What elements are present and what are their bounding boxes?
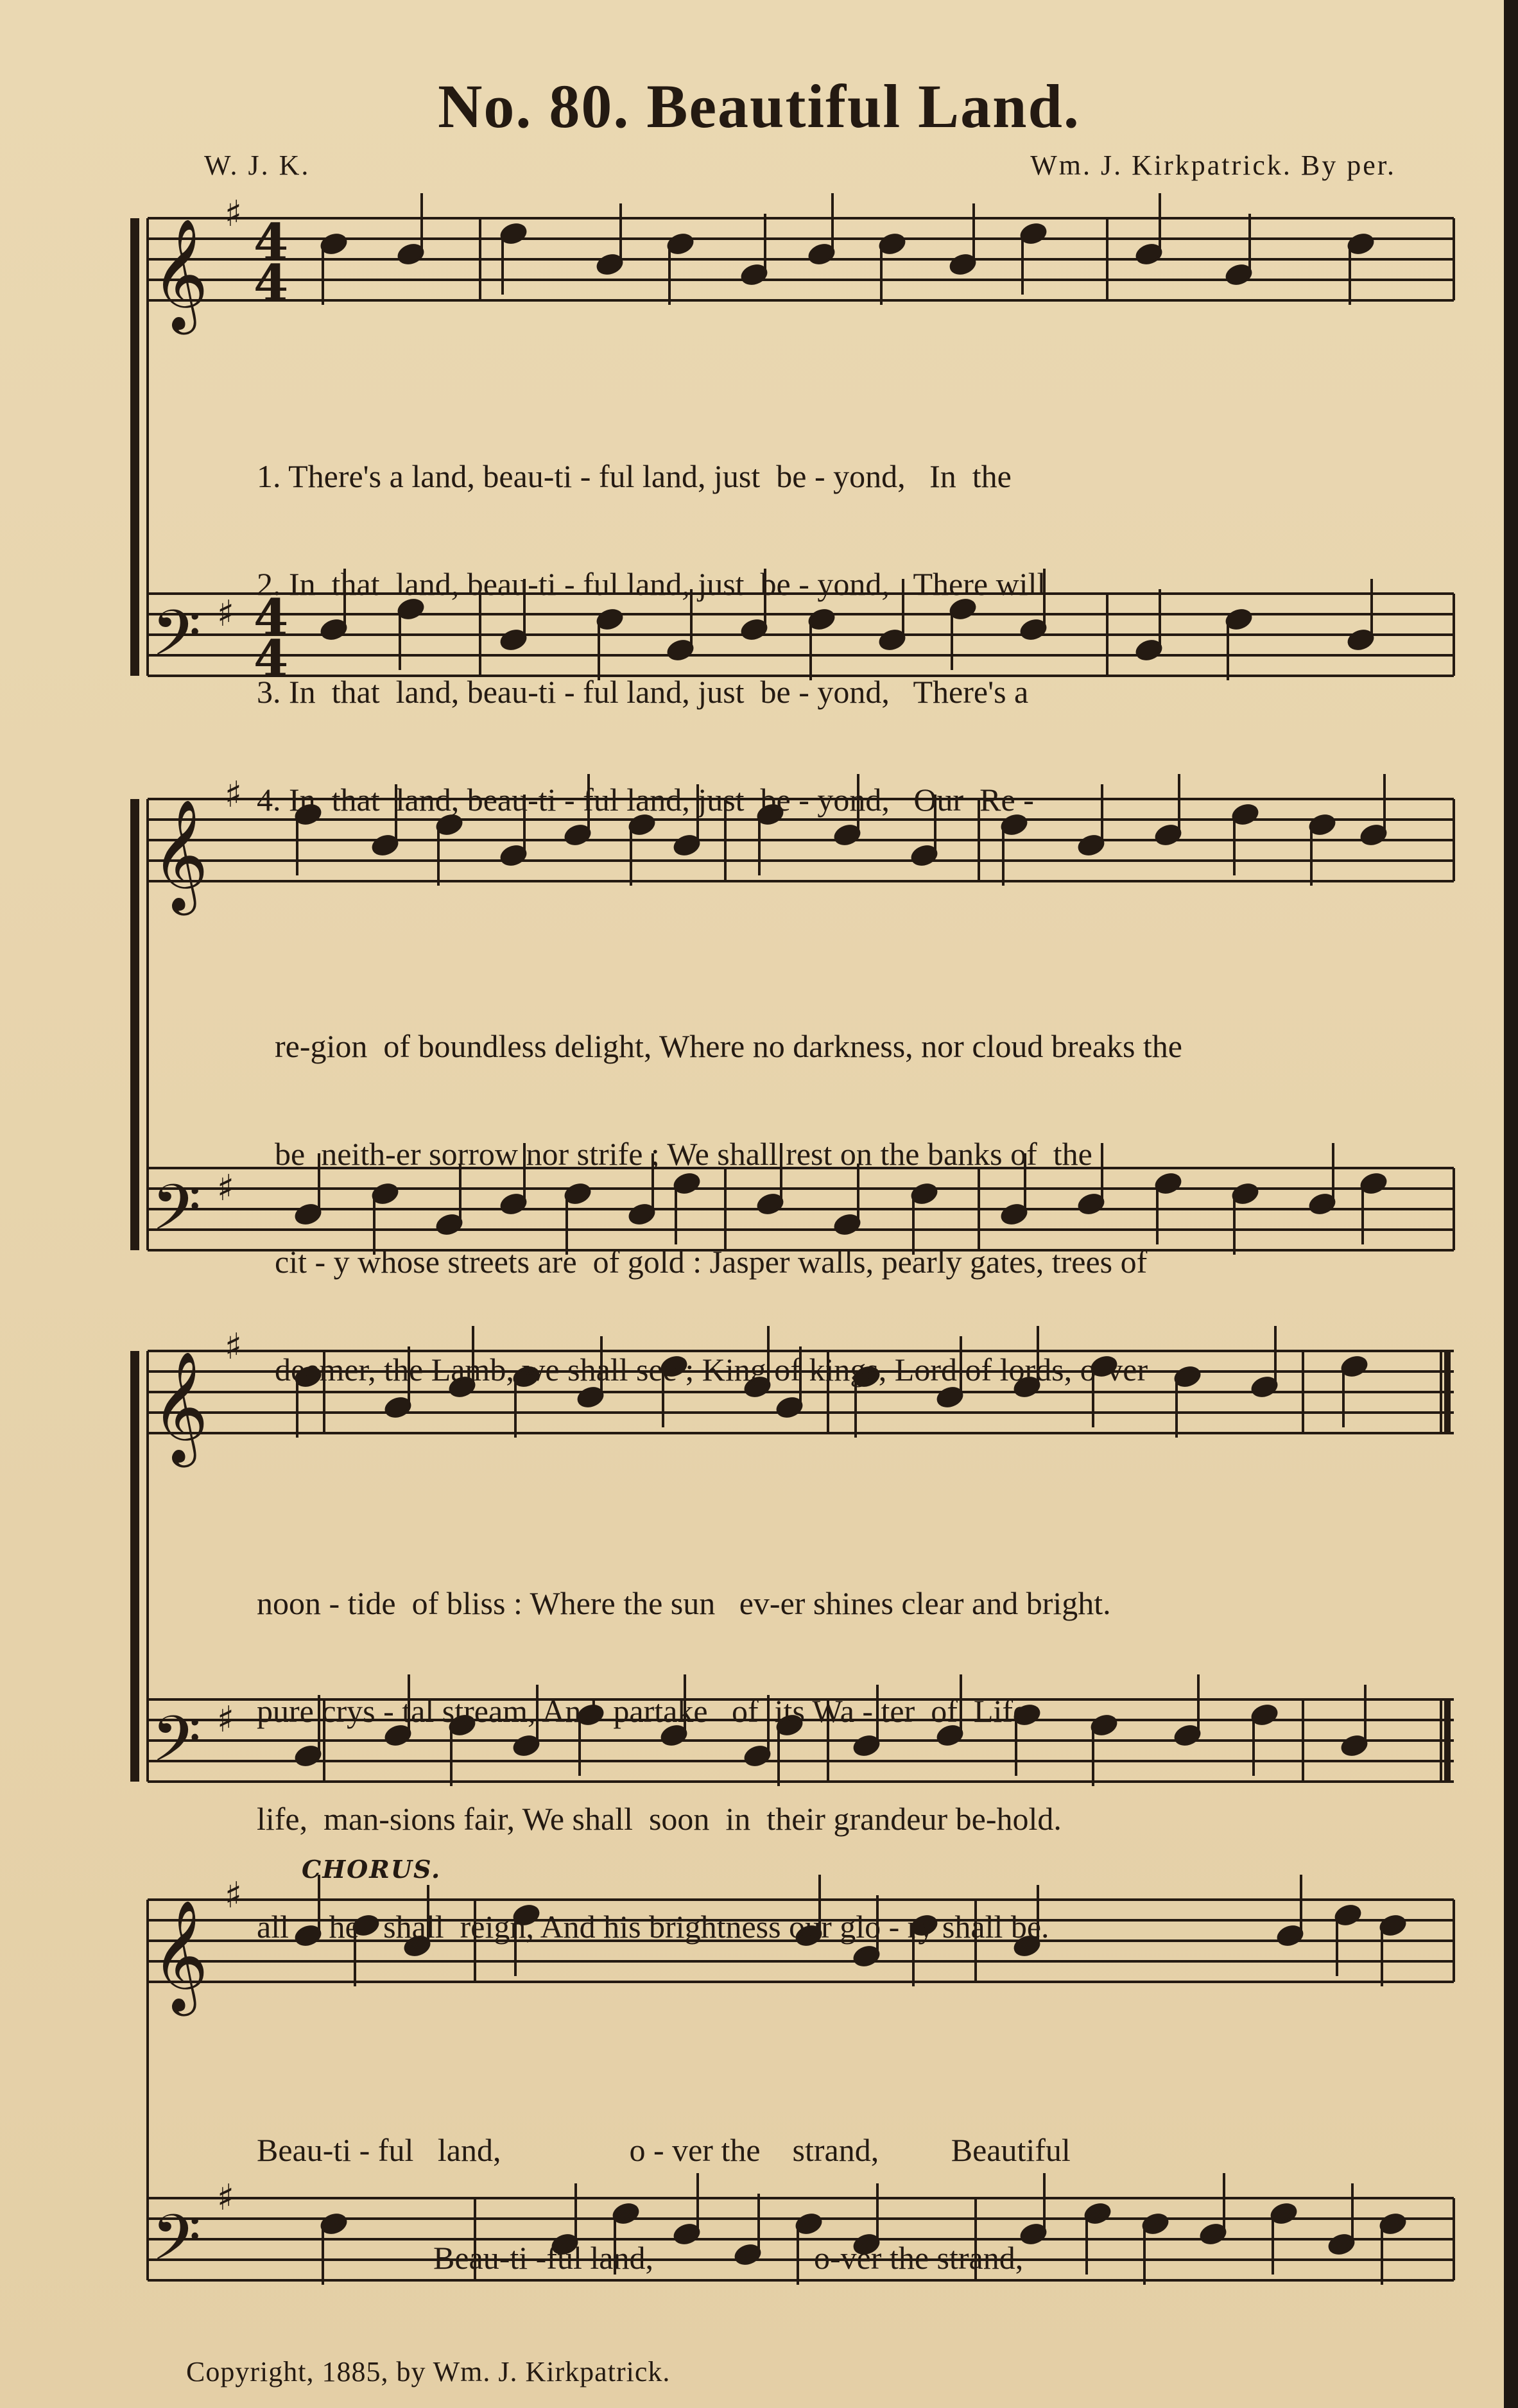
- treble-clef-icon: 𝄞: [151, 218, 209, 330]
- music-credit: Wm. J. Kirkpatrick. By per.: [1030, 150, 1396, 181]
- hymn-title: No. 80. Beautiful Land.: [438, 72, 1080, 141]
- verse-line: cit - y whose streets are of gold : Jasper walls, pearly gates, trees of: [275, 1244, 1148, 1280]
- sharp-icon: ♯: [225, 193, 243, 235]
- sharp-icon: ♯: [225, 774, 243, 816]
- treble-staff-1: [148, 218, 1454, 300]
- bass-clef-icon: 𝄢: [151, 1171, 202, 1260]
- chorus-line: Beau-ti - ful land, o - ver the strand, Beautiful: [257, 2132, 1071, 2168]
- lyrics-chorus: [257, 2060, 1071, 2348]
- bass-clef-icon: 𝄢: [151, 597, 202, 686]
- verse-line: 3. In that land, beau-ti - ful land, just be - yond, There's a: [257, 674, 1029, 710]
- lyrics-system-3: [257, 1513, 1111, 2017]
- verse-line: re-gion of boundless delight, Where no darkness, nor cloud breaks the: [275, 1028, 1182, 1064]
- bass-clef-icon: 𝄢: [151, 1703, 202, 1792]
- verse-line: 4. In that land, beau-ti - ful land, just be - yond, Our Re -: [257, 782, 1034, 818]
- verse-line: 2. In that land, beau-ti - ful land, just be - yond, There will: [257, 566, 1046, 602]
- bass-clef-icon: 𝄢: [151, 2201, 202, 2291]
- verse-line: deemer, the Lamb, we shall see ; King of kings, Lord of lords, o-ver: [275, 1352, 1148, 1388]
- time-signature-top: 4: [254, 213, 289, 271]
- treble-clef-icon: 𝄞: [151, 1351, 209, 1463]
- sharp-icon: ♯: [225, 1875, 243, 1916]
- sharp-icon: ♯: [217, 2177, 235, 2219]
- sharp-icon: ♯: [217, 1699, 235, 1741]
- chorus-label: CHORUS.: [302, 1855, 442, 1884]
- verse-line: noon - tide of bliss : Where the sun ev-er shines clear and bright.: [257, 1585, 1111, 1621]
- verse-line: be neith-er sorrow nor strife ; We shall rest on the banks of the: [275, 1136, 1092, 1172]
- time-signature-bottom: 4: [254, 630, 289, 688]
- time-signature-bottom: 4: [254, 254, 289, 313]
- words-credit: W. J. K.: [204, 150, 311, 181]
- treble-clef-icon: 𝄞: [151, 799, 209, 911]
- sharp-icon: ♯: [225, 1326, 243, 1368]
- verse-line: all he shall reign, And his brightness our glo - ry shall be.: [257, 1909, 1049, 1945]
- verse-line: pure crys - tal stream, And partake of its Wa - ter of Life.: [257, 1693, 1035, 1729]
- time-signature-top: 4: [254, 589, 289, 647]
- sharp-icon: ♯: [217, 593, 235, 635]
- chorus-line: Beau-ti -ful land, o-ver the strand,: [257, 2240, 1024, 2276]
- verse-line: 1. There's a land, beau-ti - ful land, just be - yond, In the: [257, 458, 1012, 494]
- sharp-icon: ♯: [217, 1167, 235, 1209]
- lyrics-system-2: [275, 956, 1182, 1459]
- lyrics-system-1: [257, 386, 1046, 890]
- copyright-notice: Copyright, 1885, by Wm. J. Kirkpatrick.: [186, 2356, 671, 2387]
- verse-line: life, man-sions fair, We shall soon in their grandeur be-hold.: [257, 1801, 1062, 1837]
- treble-clef-icon: 𝄞: [151, 1900, 209, 2011]
